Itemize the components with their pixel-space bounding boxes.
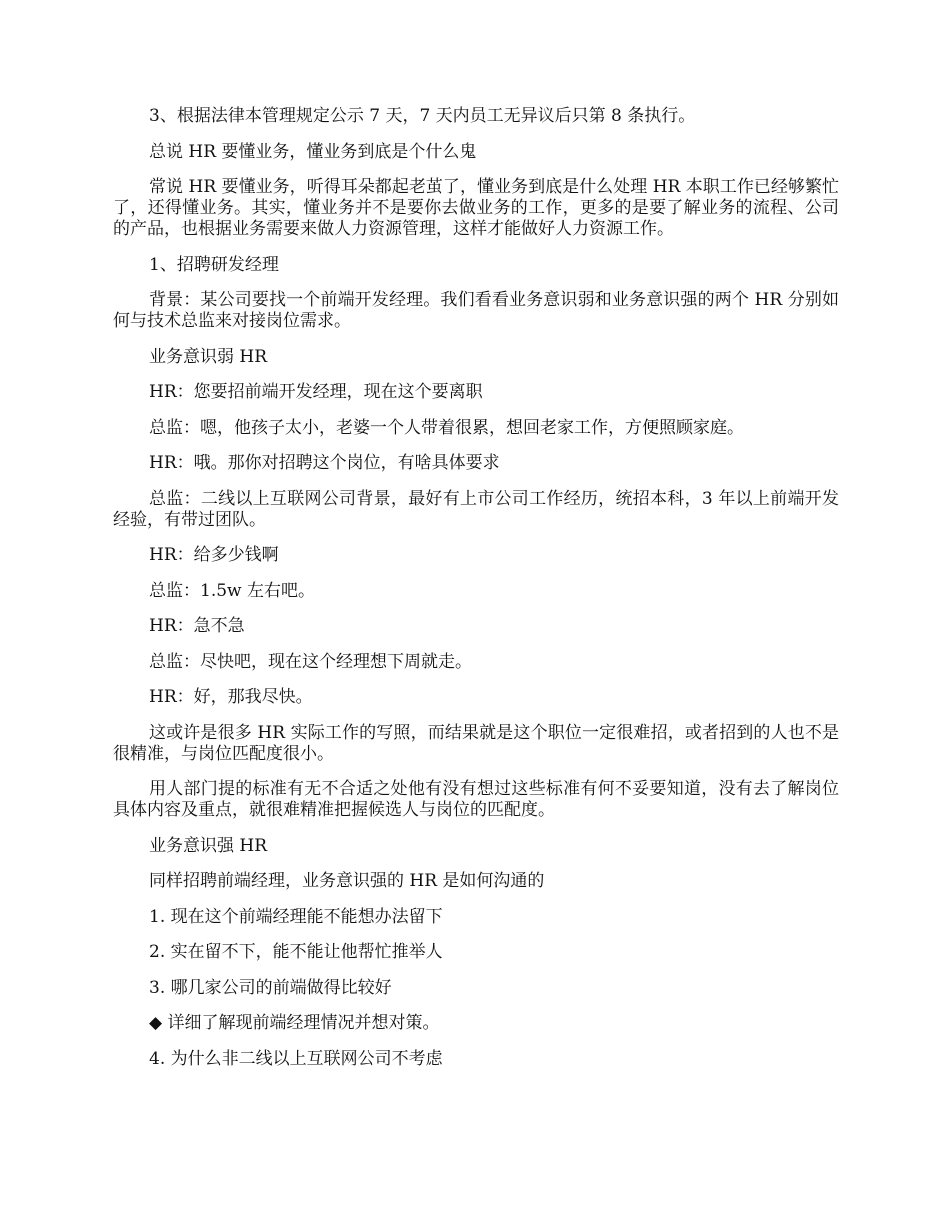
list-item: 1. 现在这个前端经理能不能想办法留下	[149, 906, 443, 927]
subheading-strong-hr: 业务意识强 HR	[149, 835, 268, 856]
dialogue-line: 总监：二线以上互联网公司背景，最好有上市公司工作经历，统招本科，3 年以上前端开发经验，有带过团队。	[113, 488, 839, 530]
document-page	[113, 106, 839, 1084]
dialogue-line: HR：哦。那你对招聘这个岗位，有啥具体要求	[149, 453, 500, 473]
bullet-item: ◆ 详细了解现前端经理情况并想对策。	[149, 1013, 440, 1033]
section-heading-hr-business: 总说 HR 要懂业务，懂业务到底是个什么鬼	[149, 141, 477, 162]
subheading-recruit-manager: 1、招聘研发经理	[149, 254, 279, 275]
list-item: 4. 为什么非二线以上互联网公司不考虑	[149, 1048, 443, 1069]
list-item: 2. 实在留不下，能不能让他帮忙推举人	[149, 942, 443, 962]
paragraph-notice-period: 3、根据法律本管理规定公示 7 天，7 天内员工无异议后只第 8 条执行。	[149, 106, 696, 126]
list-item: 3. 哪几家公司的前端做得比较好	[149, 977, 392, 998]
paragraph-analysis: 用人部门提的标准有无不合适之处他有没有想过这些标准有何不妥要知道，没有去了解岗位具体内容及重点，就很难精准把握候选人与岗位的匹配度。	[113, 779, 839, 820]
dialogue-line: 总监：1.5w 左右吧。	[149, 580, 315, 601]
dialogue-line: 总监：嗯，他孩子太小，老婆一个人带着很累，想回老家工作，方便照顾家庭。	[149, 417, 744, 438]
dialogue-line: HR：急不急	[149, 616, 245, 636]
paragraph-analysis: 这或许是很多 HR 实际工作的写照，而结果就是这个职位一定很难招，或者招到的人也不是很精准，与岗位匹配度很小。	[113, 722, 839, 764]
dialogue-line: HR：好，那我尽快。	[149, 687, 313, 707]
dialogue-line: HR：给多少钱啊	[149, 545, 279, 565]
subheading-weak-hr: 业务意识弱 HR	[149, 346, 268, 367]
dialogue-line: 总监：尽快吧，现在这个经理想下周就走。	[149, 651, 472, 672]
paragraph-strong-hr-intro: 同样招聘前端经理，业务意识强的 HR 是如何沟通的	[149, 871, 545, 891]
paragraph-intro: 常说 HR 要懂业务，听得耳朵都起老茧了，懂业务到底是什么处理 HR 本职工作已经够繁忙了，还得懂业务。其实，懂业务并不是要你去做业务的工作，更多的是要了解业务的流程、公司的产品，也根据业务需要来做人力资源管理，这样才能做好人力资源工作。	[113, 177, 839, 239]
dialogue-line: HR：您要招前端开发经理，现在这个要离职	[149, 382, 483, 402]
paragraph-background: 背景：某公司要找一个前端开发经理。我们看看业务意识弱和业务意识强的两个 HR 分别如何与技术总监来对接岗位需求。	[113, 290, 839, 331]
